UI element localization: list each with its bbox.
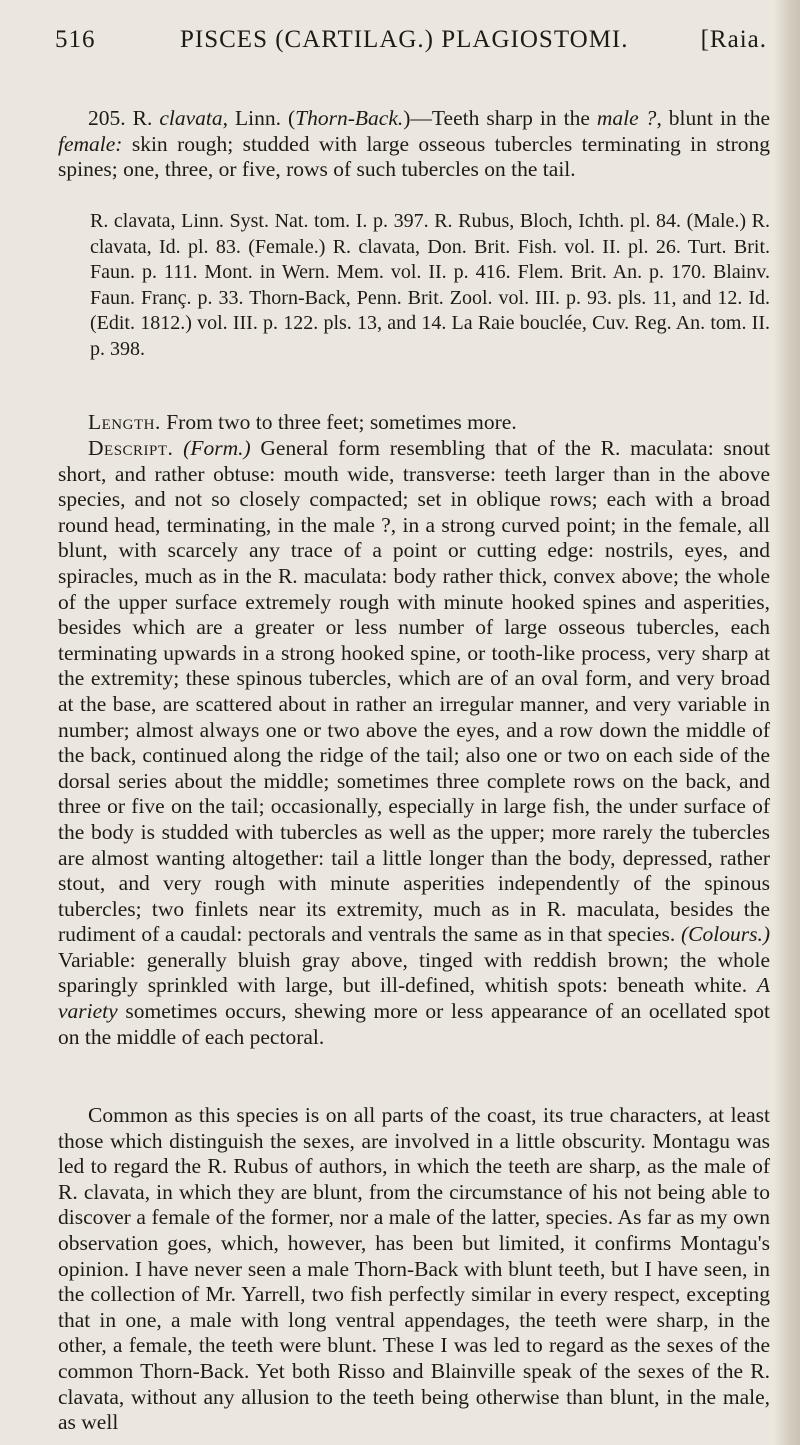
description-text: General form resembling that of the R. maculata: snout short, and rather obtuse: mouth wide, transverse: teeth larger than in the above species, and not so closely compacted; set in oblique rows; each with a broad round head, terminating, in the male ?, in a strong curved point; in the female, all blunt, with scarcely any trace of a point or cutting edge: nostrils, eyes, and spiracles, much as in the R. maculata: body rather thick, convex above; the whole of the upper surface extremely rough with minute hooked spines and asperities, besides which are a greater or less number of large osseous tubercles, each terminating upwards in a strong hooked spine, or tooth-like process, very sharp at the extremity; these spinous tubercles, which are of an oval form, and very broad at the base, are scattered about in rather an irregular manner, and very variable in number; almost always one or two above the eyes, and a row down the middle of the back, continued along the ridge of the tail; also one or two on each side of the dorsal series about the middle; sometimes three complete rows on the back, and three or five on the tail; occasionally, especially in large fish, the under surface of the body is studded with tubercles as well as the upper; more rarely the tubercles are almost wanting altogether: tail a little longer than the body, depressed, rather stout, and very rough with minute asperities independently of the spinous tubercles; two finlets near its extremity, much as in R. maculata, besides the rudiment of a caudal: pectorals and ventrals the same as in that species.: [58, 436, 770, 947]
synonymy-block: R. clavata, Linn. Syst. Nat. tom. I. p. 397. R. Rubus, Bloch, Ichth. pl. 84. (Male.) R. clavata, Id. pl. 83. (Female.) R. clavata, Don. Brit. Fish. vol. II. pl. 26. Turt. Brit. Faun. p. 111. Mont. in Wern. Mem. vol. II. p. 416. Flem. Brit. An. p. 170. Blainv. Faun. Franç. p. 33. Thorn-Back, Penn. Brit. Zool. vol. III. p. 93. pls. 11, and 12. Id. (Edit. 1812.) vol. III. p. 122. pls. 13, and 14. La Raie bouclée, Cuv. Reg. An. tom. II. p. 398.: [90, 210, 770, 360]
page-number: 516: [55, 26, 96, 53]
page-edge-shadow: [774, 0, 800, 1445]
section-label: [Raia.: [700, 26, 767, 53]
entry-authority: , Linn. (: [222, 106, 296, 130]
colours-label: (Colours.): [681, 922, 771, 947]
entry-lead-mid: , blunt in the: [656, 106, 770, 130]
length-label: Length.: [88, 410, 161, 434]
entry-lead-text: )—Teeth sharp in the: [403, 106, 597, 130]
form-label: (Form.): [183, 436, 251, 460]
variety-text: sometimes occurs, shewing more or less appearance of an ocellated spot on the middle of each pectoral.: [58, 999, 770, 1049]
description-paragraph: [58, 436, 770, 1050]
common-paragraph: Common as this species is on all parts of the coast, its true characters, at least those which distinguish the sexes, are involved in a little obscurity. Montagu was led to regard the R. Rubus of authors, in which the teeth are sharp, as the male of R. clavata, in which they are blunt, from the circumstance of his not being able to discover a female of the former, nor a male of the latter, species. As far as my own observation goes, which, however, has been but limited, it confirms Montagu's opinion. I have never seen a male Thorn-Back with blunt teeth, but I have seen, in the collection of Mr. Yarrell, two fish perfectly similar in every respect, excepting that in one, a male with long ventral appendages, the teeth were sharp, in the other, a female, the teeth were blunt. These I was led to regard as the sexes of the common Thorn-Back. Yet both Risso and Blainville speak of the sexes of the R. clavata, without any allusion to the teeth being otherwise than blunt, in the male, as well: [58, 1103, 770, 1435]
description-label: Descript.: [88, 436, 174, 460]
entry-male: male ?: [596, 106, 657, 130]
entry-common-name: Thorn-Back.: [295, 106, 404, 130]
species-heading-paragraph: [58, 106, 770, 183]
running-head: [55, 26, 767, 66]
entry-genus: R.: [132, 106, 153, 130]
colours-text: Variable: generally bluish gray above, tinged with reddish brown; the whole sparingly sprinkled with large, but ill-defined, whitish spots: beneath white.: [58, 947, 770, 998]
entry-lead-end: skin rough; studded with large osseous tubercles terminating in strong spines; one, three, or five, rows of such tubercles on the tail.: [58, 131, 770, 182]
running-title: PISCES (CARTILAG.) PLAGIOSTOMI.: [180, 26, 629, 53]
length-paragraph: [58, 410, 770, 436]
entry-number: 205.: [88, 106, 126, 130]
length-text: From two to three feet; sometimes more.: [160, 410, 517, 434]
entry-female: female:: [58, 131, 123, 156]
entry-species: clavata: [159, 106, 223, 130]
variety-label: A variety: [58, 973, 770, 1024]
